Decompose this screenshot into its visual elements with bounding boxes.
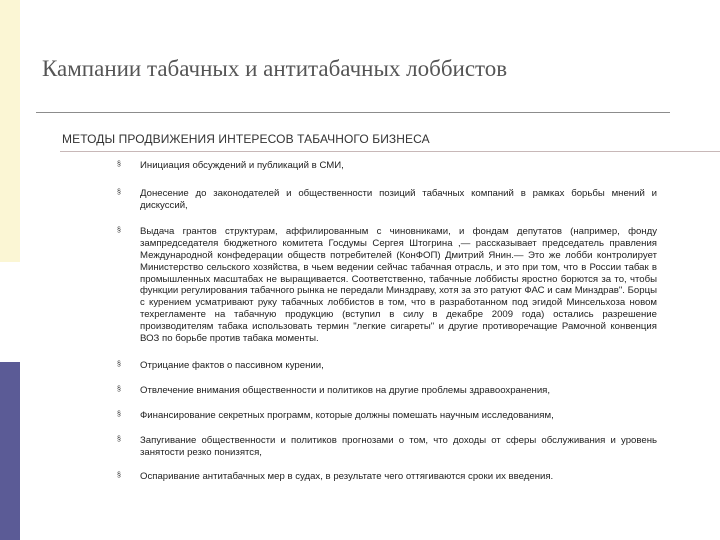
methods-list [117,160,657,494]
list-item-text: Выдача грантов структурам, аффилированным с чиновниками, и фондам депутатов (например, фонду зампредседателя бюджетного комитета Госдумы Сергея Штогрина ,— рассказывает председатель правления Международной конфедерации обществ потребителей (КонФОП) Дмитрий Янин.— Это же лобби контролирует Министерство сельского хозяйства, в чьем ведении сейчас табачная отрасль, и это при том, что в России табак в промышленных масштабах не выращивается. Соответственно, табачные лоббисты яростно борются за то, чтобы функции регулирования табачного рынка не передали Минздраву, хотя за это ратуют ФАС и сам Минздрав". Борцы с курением усматривают руку табачных лоббистов в том, что в разработанном под эгидой Минсельхоза новом техрегламенте на табачную продукцию (вступил в силу в декабре 2009 года) остались разрешение производителям табака использовать термин "легкие сигареты" и другие противоречащие Рамочной конвенция ВОЗ по борьбе против табака моменты. [140,226,657,344]
bullet-icon: § [117,435,121,443]
list-item-text: Оспаривание антитабачных мер в судах, в результате чего оттягиваются сроки их введения. [140,471,554,483]
list-item-text: Донесение до законодателей и общественности позиций табачных компаний в рамках борьбы мнений и дискуссий, [140,187,657,211]
sidebar-accent-gap [0,262,20,362]
bullet-icon: § [117,361,121,369]
bullet-icon: § [117,161,121,168]
sidebar-accent-bottom [0,362,20,540]
list-item [117,435,657,459]
sidebar-accent-top [0,0,20,262]
bullet-icon: § [117,472,121,480]
list-item-text: Запугивание общественности и политиков прогнозами о том, что доходы от сферы обслуживания и уровень занятости резко понизятся, [140,434,657,458]
list-item [117,410,657,422]
list-item [117,160,657,172]
list-item [117,226,657,344]
list-item [117,188,657,212]
subtitle-divider [60,151,720,152]
list-item [117,385,657,397]
bullet-icon: § [117,386,121,394]
list-item-text: Отвлечение внимания общественности и политиков на другие проблемы здравоохранения, [140,385,551,397]
bullet-icon: § [117,188,121,196]
list-item [117,360,657,372]
page-title: Кампании табачных и антитабачных лоббистов [42,56,508,81]
list-item-text: Отрицание фактов о пассивном курении, [140,360,324,372]
section-subtitle: МЕТОДЫ ПРОДВИЖЕНИЯ ИНТЕРЕСОВ ТАБАЧНОГО БИЗНЕСА [62,132,430,146]
list-item-text: Инициация обсуждений и публикаций в СМИ, [140,160,344,171]
title-divider [36,112,670,113]
list-item-text: Финансирование секретных программ, которые должны помешать научным исследованиям, [140,409,554,421]
list-item [117,471,657,483]
bullet-icon: § [117,227,121,235]
bullet-icon: § [117,410,121,418]
